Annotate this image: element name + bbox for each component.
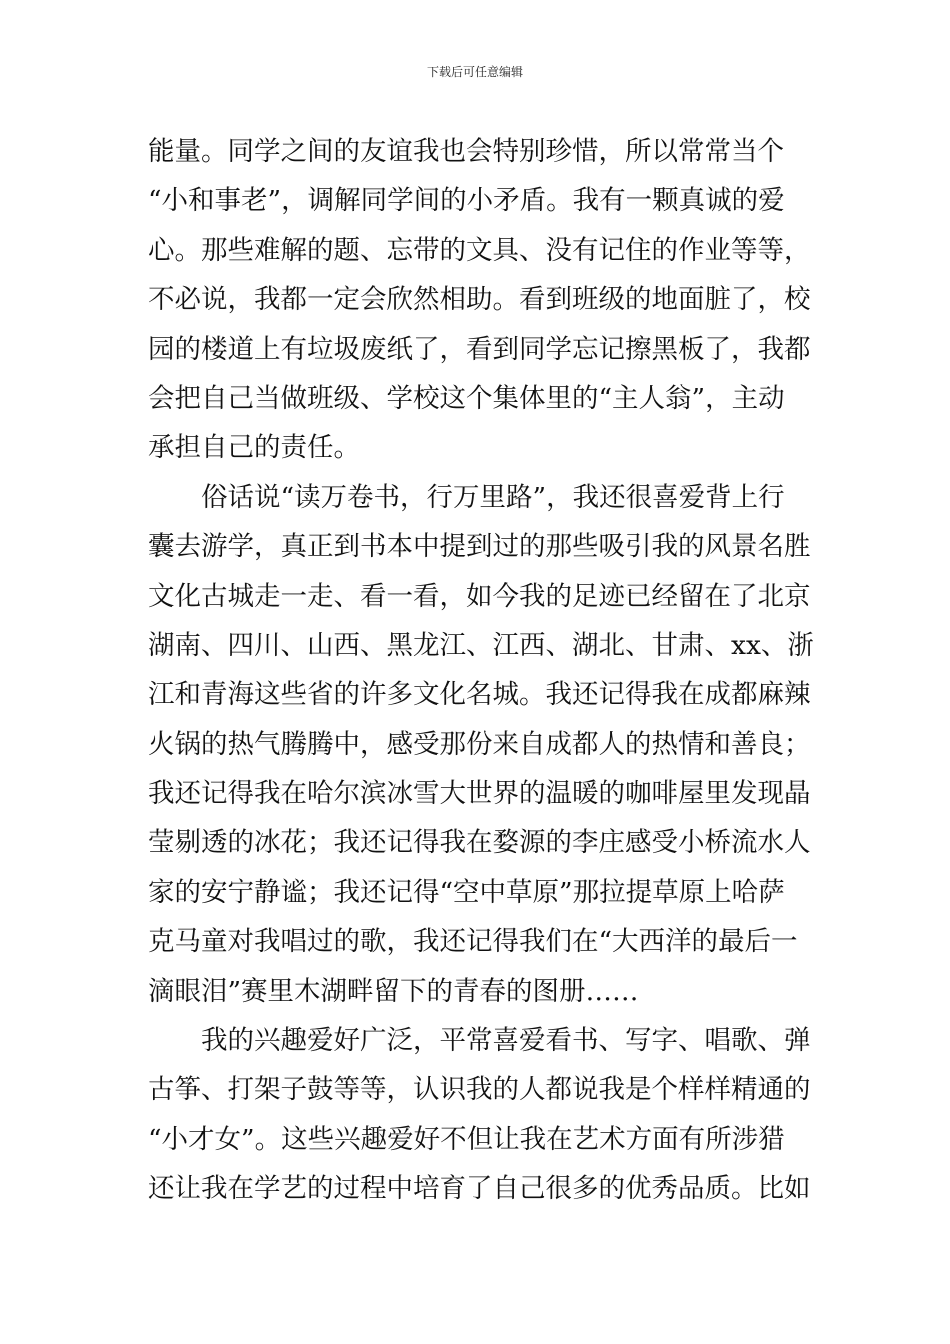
text-line: “小和事老”，调解同学间的小矛盾。我有一颗真诚的爱 [148,185,785,217]
text-line: 克马童对我唱过的歌，我还记得我们在“大西洋的最后一 [148,926,798,958]
text-line: 江和青海这些省的许多文化名城。我还记得我在成都麻辣 [148,679,811,711]
text-line: 湖南、四川、山西、黑龙江、江西、湖北、甘肃、xx、浙 [148,629,814,661]
paragraph-first-line: 我的兴趣爱好广泛，平常喜爱看书、写字、唱歌、弹 [201,1025,811,1057]
text-line: 囊去游学，真正到书本中提到过的那些吸引我的风景名胜 [148,531,811,563]
text-line: 会把自己当做班级、学校这个集体里的“主人翁”，主动 [148,382,785,414]
text-line: 园的楼道上有垃圾废纸了，看到同学忘记擦黑板了，我都 [148,333,811,365]
text-line: 文化古城走一走、看一看，如今我的足迹已经留在了北京 [148,580,811,612]
paragraph-first-line: 俗话说“读万卷书，行万里路”，我还很喜爱背上行 [201,481,785,513]
text-line: 滴眼泪”赛里木湖畔留下的青春的图册…… [148,975,639,1007]
text-line: 火锅的热气腾腾中，感受那份来自成都人的热情和善良； [148,728,811,760]
text-line: 家的安宁静谧；我还记得“空中草原”那拉提草原上哈萨 [148,876,785,908]
text-line: 不必说，我都一定会欣然相助。看到班级的地面脏了，校 [148,284,811,316]
text-line: 我还记得我在哈尔滨冰雪大世界的温暖的咖啡屋里发现晶 [148,778,811,810]
text-line: “小才女”。这些兴趣爱好不但让我在艺术方面有所涉猎 [148,1123,785,1155]
text-line: 还让我在学艺的过程中培育了自己很多的优秀品质。比如 [148,1173,811,1205]
body-text [148,127,814,1214]
header-note: 下载后可任意编辑 [426,65,523,79]
text-line: 古筝、打架子鼓等等，认识我的人都说我是个样样精通的 [148,1074,811,1106]
text-line: 能量。同学之间的友谊我也会特别珍惜，所以常常当个 [148,136,784,167]
text-line: 心。那些难解的题、忘带的文具、没有记住的作业等等， [148,234,811,266]
text-line: 莹剔透的冰花；我还记得我在婺源的李庄感受小桥流水人 [148,827,811,859]
text-line: 承担自己的责任。 [148,432,360,464]
